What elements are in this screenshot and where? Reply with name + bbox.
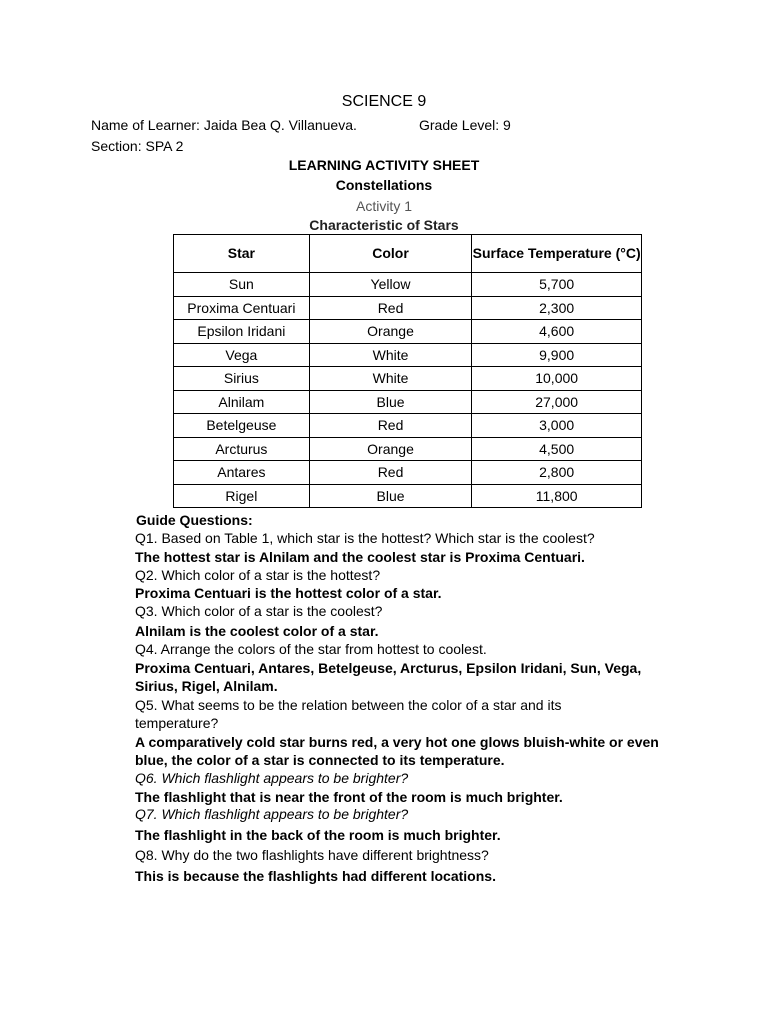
star-name: Betelgeuse — [174, 414, 310, 438]
star-temperature: 2,800 — [472, 461, 642, 485]
answer-2: Proxima Centuari is the hottest color of a star. — [135, 585, 442, 601]
sheet-title: LEARNING ACTIVITY SHEET — [288, 157, 480, 173]
header-temperature: Surface Temperature (°C) — [472, 235, 642, 273]
star-color: Red — [309, 461, 472, 485]
star-color: Red — [309, 296, 472, 320]
star-color: Red — [309, 414, 472, 438]
star-temperature: 11,800 — [472, 484, 642, 508]
star-temperature: 2,300 — [472, 296, 642, 320]
question-1: Q1. Based on Table 1, which star is the hottest? Which star is the coolest? — [135, 530, 595, 546]
star-temperature: 3,000 — [472, 414, 642, 438]
activity-label: Activity 1 — [355, 198, 412, 214]
star-color: White — [309, 367, 472, 391]
table-row — [174, 414, 642, 438]
table-row — [174, 273, 642, 297]
star-temperature: 9,900 — [472, 343, 642, 367]
star-temperature: 5,700 — [472, 273, 642, 297]
grade-level: Grade Level: 9 — [419, 117, 511, 133]
answer-8: This is because the flashlights had different locations. — [135, 868, 496, 884]
answer-1: The hottest star is Alnilam and the coolest star is Proxima Centuari. — [135, 549, 585, 565]
table-row — [174, 343, 642, 367]
stars-table — [173, 234, 642, 508]
star-color: Orange — [309, 320, 472, 344]
question-5: Q5. What seems to be the relation between the color of a star and its temperature? — [135, 697, 562, 731]
star-color: White — [309, 343, 472, 367]
answer-7: The flashlight in the back of the room is much brighter. — [135, 827, 501, 843]
star-temperature: 4,600 — [472, 320, 642, 344]
table-row — [174, 437, 642, 461]
star-temperature: 4,500 — [472, 437, 642, 461]
star-color: Orange — [309, 437, 472, 461]
question-6: Q6. Which flashlight appears to be brighter? — [135, 770, 409, 786]
topic-title: Constellations — [335, 177, 433, 193]
star-name: Proxima Centuari — [174, 296, 310, 320]
answer-5: A comparatively cold star burns red, a very hot one glows bluish-white or even blue, the color of a star is connected to its temperature. — [135, 734, 659, 768]
table-row — [174, 484, 642, 508]
question-7: Q7. Which flashlight appears to be brighter? — [135, 806, 409, 822]
table-row — [174, 367, 642, 391]
star-temperature: 27,000 — [472, 390, 642, 414]
star-name: Epsilon Iridani — [174, 320, 310, 344]
table-caption: Characteristic of Stars — [309, 217, 459, 233]
table-row — [174, 320, 642, 344]
star-temperature: 10,000 — [472, 367, 642, 391]
star-name: Sun — [174, 273, 310, 297]
question-3: Q3. Which color of a star is the coolest? — [135, 603, 383, 619]
star-color: Yellow — [309, 273, 472, 297]
answer-4: Proxima Centuari, Antares, Betelgeuse, Arcturus, Epsilon Iridani, Sun, Vega, Sirius, Rigel, Alnilam. — [135, 660, 642, 694]
guide-heading: Guide Questions: — [136, 512, 253, 528]
header-star: Star — [174, 235, 310, 273]
question-8: Q8. Why do the two flashlights have different brightness? — [135, 847, 489, 863]
table-row — [174, 461, 642, 485]
star-name: Vega — [174, 343, 310, 367]
learner-name: Name of Learner: Jaida Bea Q. Villanueva. — [91, 117, 357, 133]
header-color: Color — [309, 235, 472, 273]
table-row — [174, 390, 642, 414]
table-row — [174, 296, 642, 320]
star-name: Sirius — [174, 367, 310, 391]
answer-6: The flashlight that is near the front of the room is much brighter. — [135, 789, 563, 805]
question-2: Q2. Which color of a star is the hottest? — [135, 567, 381, 583]
question-4: Q4. Arrange the colors of the star from hottest to coolest. — [135, 641, 487, 657]
answer-3: Alnilam is the coolest color of a star. — [135, 623, 379, 639]
table-header-row — [174, 235, 642, 273]
star-name: Arcturus — [174, 437, 310, 461]
star-color: Blue — [309, 390, 472, 414]
star-name: Antares — [174, 461, 310, 485]
star-name: Alnilam — [174, 390, 310, 414]
star-name: Rigel — [174, 484, 310, 508]
star-color: Blue — [309, 484, 472, 508]
page-title: SCIENCE 9 — [341, 93, 427, 110]
section: Section: SPA 2 — [91, 138, 184, 154]
